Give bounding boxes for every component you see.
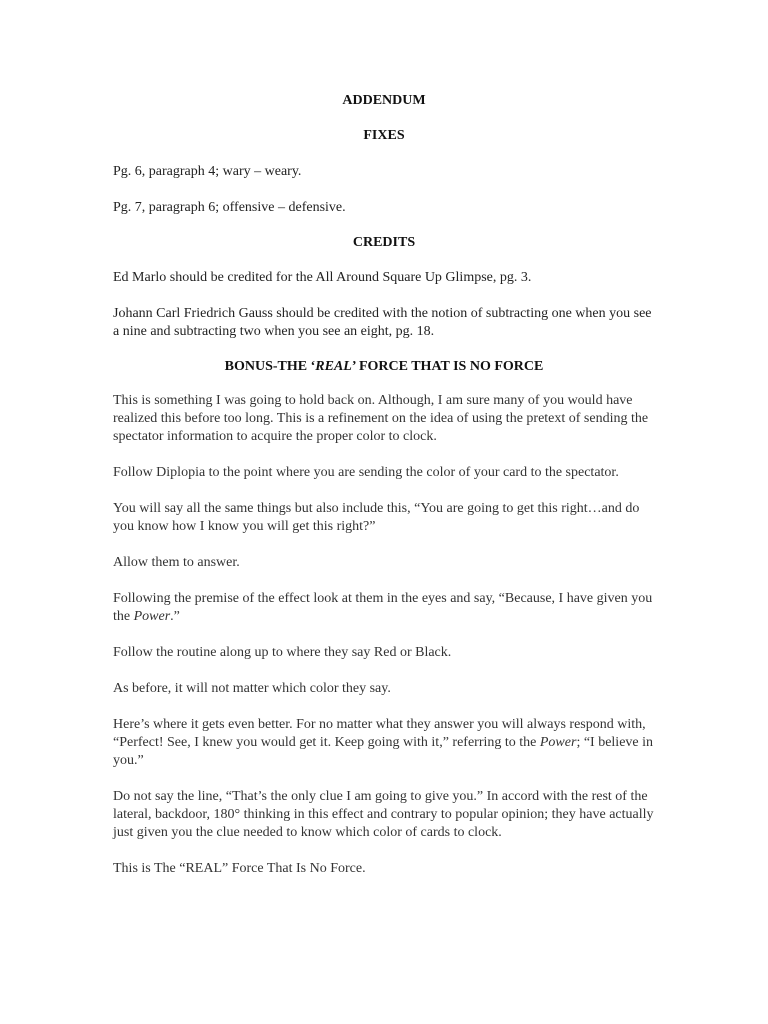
addendum-title: ADDENDUM — [342, 93, 426, 108]
credit-item-1: Ed Marlo should be credited for the All Around Square Up Glimpse, pg. 3. — [113, 270, 532, 285]
bonus-paragraph-5-power: Power — [133, 609, 171, 624]
bonus-paragraph-10: This is The “REAL” Force That Is No Force. — [113, 861, 366, 876]
bonus-paragraph-6: Follow the routine along up to where they say Red or Black. — [113, 645, 452, 660]
bonus-heading-pre: BONUS-THE ‘ — [224, 359, 316, 374]
bonus-paragraph-9: Do not say the line, “That’s the only clue I am going to give you.” In accord with the rest of the lateral, backdoor, 180° thinking in this effect and contrary to popular opinion; they have actually just given you the clue needed to know which color of cards to clock. — [113, 789, 654, 840]
credit-item-2: Johann Carl Friedrich Gauss should be credited with the notion of subtracting one when you see a nine and subtracting two when you see an eight, pg. 18. — [113, 306, 652, 339]
bonus-paragraph-3: You will say all the same things but also include this, “You are going to get this right…and do you know how I know you will get this right?” — [113, 501, 640, 534]
bonus-body — [113, 392, 655, 878]
bonus-paragraph-5-pre: Following the premise of the effect look at them in the eyes and say, “Because, I have given you the — [113, 591, 653, 624]
fixes-heading: FIXES — [363, 128, 405, 143]
document-page — [113, 92, 655, 878]
bonus-heading-post: ’ FORCE THAT IS NO FORCE — [351, 359, 544, 374]
bonus-paragraph-5 — [113, 590, 655, 626]
bonus-paragraph-5-post: .” — [170, 609, 180, 624]
bonus-paragraph-8-post: ; “I believe in you.” — [113, 735, 654, 768]
bonus-paragraph-7: As before, it will not matter which color they say. — [113, 681, 391, 696]
bonus-paragraph-2: Follow Diplopia to the point where you are sending the color of your card to the spectator. — [113, 465, 619, 480]
bonus-paragraph-8-pre: Here’s where it gets even better. For no matter what they answer you will always respond with, “Perfect! See, I knew you would get it. Keep going with it,” referring to the — [113, 717, 646, 750]
bonus-paragraph-1: This is something I was going to hold back on. Although, I am sure many of you would have realized this before too long. This is a refinement on the idea of using the pretext of sending the spectator information to acquire the proper color to clock. — [113, 393, 649, 444]
fix-item-2: Pg. 7, paragraph 6; offensive – defensive. — [113, 200, 346, 215]
bonus-paragraph-4: Allow them to answer. — [113, 555, 240, 570]
bonus-heading-real: REAL — [315, 359, 352, 374]
bonus-paragraph-8 — [113, 716, 655, 770]
bonus-heading — [113, 358, 655, 375]
bonus-paragraph-8-power: Power — [539, 735, 577, 750]
credits-heading: CREDITS — [352, 235, 416, 250]
fix-item-1: Pg. 6, paragraph 4; wary – weary. — [113, 164, 302, 179]
